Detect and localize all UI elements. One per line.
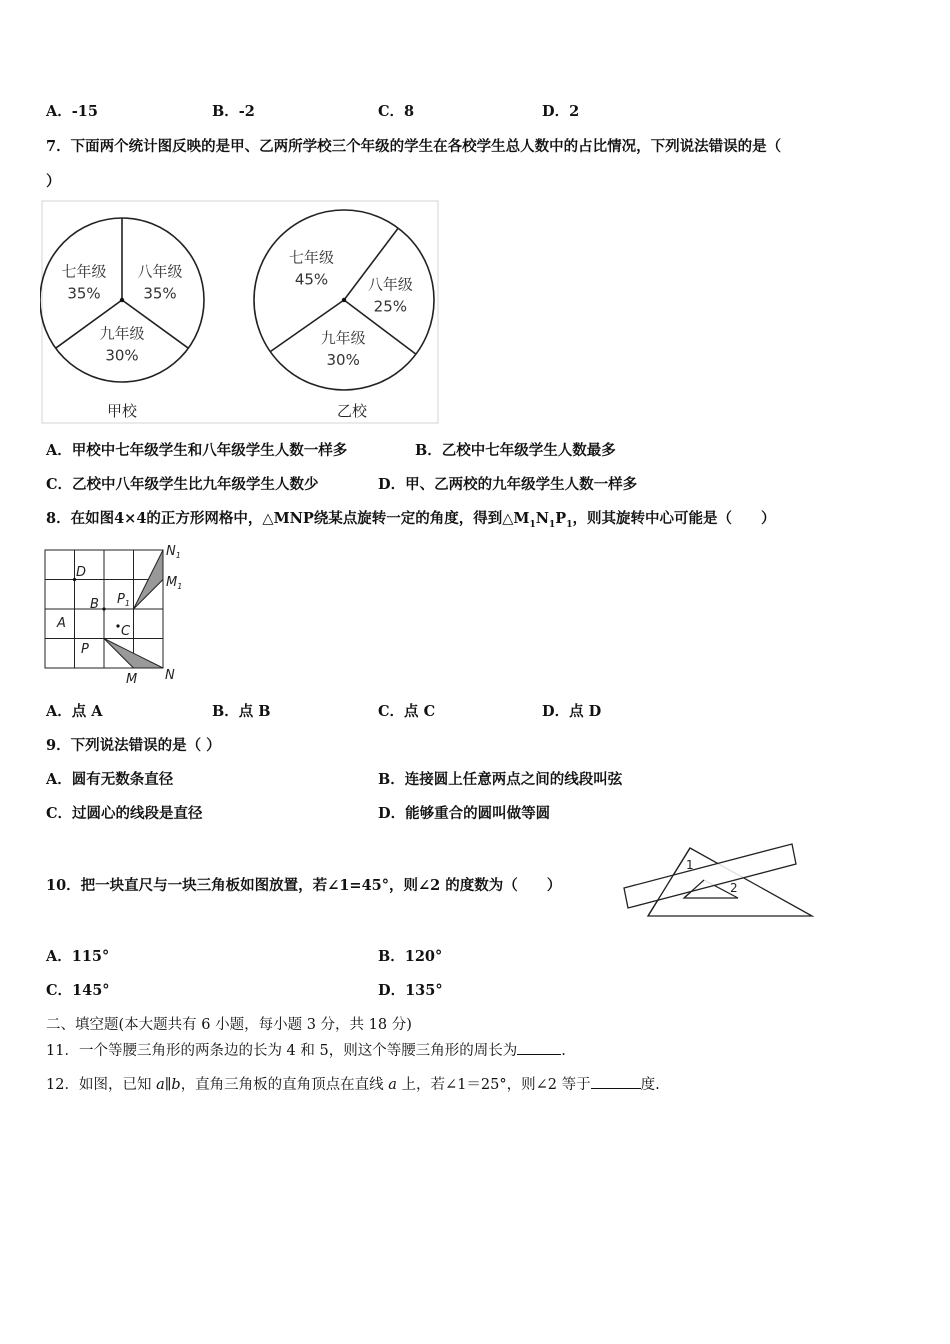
pie-slice-label: 七年级: [288, 248, 334, 267]
pie-slice-label: 八年级: [137, 262, 183, 281]
label-a: A: [57, 616, 66, 631]
pie-slice-label: 八年级: [367, 275, 413, 294]
label-p: P: [81, 642, 89, 657]
q10-option-b: B．120°: [378, 948, 443, 965]
label-m: M: [126, 672, 138, 687]
q6-option-a: A．-15: [46, 103, 98, 120]
q8-option-c: C．点 C: [378, 703, 436, 720]
angle-2-label: 2: [730, 881, 738, 895]
pie-slice-value: 35%: [143, 284, 177, 303]
pie-title-yi: 乙校: [336, 402, 368, 420]
q6-option-b: B．-2: [212, 103, 255, 120]
label-n: N: [165, 668, 175, 683]
q10-stem: 10．把一块直尺与一块三角板如图放置，若∠1=45°，则∠2 的度数为（ ）: [46, 877, 562, 894]
q12-stem: 12．如图，已知 a∥b，直角三角板的直角顶点在直线 a 上，若∠1＝25°，则∠2 等于 度.: [46, 1074, 660, 1095]
q9-stem: 9．下列说法错误的是（ ）: [46, 737, 221, 754]
q7-option-c: C．乙校中八年级学生比九年级学生人数少: [46, 476, 319, 493]
q8-grid-figure: [40, 540, 200, 690]
label-p1: $P_1$: [117, 592, 130, 608]
pie-center: [120, 298, 124, 302]
q9-option-b: B．连接圆上任意两点之间的线段叫弦: [378, 771, 623, 788]
q8-stem: 8．在如图4×4的正方形网格中，△MNP绕某点旋转一定的角度，得到$\triangle M_1N_1P_1$，则其旋转中心可能是（ ）: [46, 510, 776, 530]
q6-option-c: C．8: [378, 103, 415, 120]
q8-option-d: D．点 D: [542, 703, 602, 720]
pie-slice-value: 25%: [373, 297, 408, 316]
label-n1: $N_1$: [166, 544, 181, 560]
pie-slice-value: 30%: [326, 350, 360, 369]
pie-slice-value: 30%: [105, 346, 139, 365]
q10-option-d: D．135°: [378, 982, 443, 999]
label-b: B: [90, 597, 99, 612]
pie-slice-value: 35%: [67, 284, 101, 303]
q10-ruler-triangle-figure: [620, 836, 820, 926]
pie-slice-label: 九年级: [320, 328, 366, 347]
point-c: [116, 624, 119, 627]
label-m1: $M_1$: [166, 575, 183, 591]
q6-option-d: D．2: [542, 103, 580, 120]
q10-option-a: A．115°: [46, 948, 110, 965]
q8-option-b: B．点 B: [212, 703, 271, 720]
q11-answer-blank[interactable]: [517, 1040, 561, 1055]
label-c: C: [121, 624, 131, 639]
pie-slice-label: 九年级: [99, 324, 145, 343]
pie-center: [342, 298, 346, 302]
q10-option-c: C．145°: [46, 982, 110, 999]
q8-option-a: A．点 A: [46, 703, 103, 720]
q7-stem: 7．下面两个统计图反映的是甲、乙两所学校三个年级的学生在各校学生总人数中的占比情况，下列说法错误的是（: [46, 138, 782, 155]
q7-option-a: A．甲校中七年级学生和八年级学生人数一样多: [46, 442, 348, 459]
q11-stem: 11．一个等腰三角形的两条边的长为 4 和 5，则这个等腰三角形的周长为 .: [46, 1040, 566, 1061]
point-b: [102, 607, 105, 610]
q9-option-c: C．过圆心的线段是直径: [46, 805, 203, 822]
angle-1-label: 1: [686, 858, 694, 872]
q7-pie-charts: [40, 200, 440, 425]
q7-option-d: D．甲、乙两校的九年级学生人数一样多: [378, 476, 638, 493]
q7-option-b: B．乙校中七年级学生人数最多: [415, 442, 616, 459]
q9-option-a: A．圆有无数条直径: [46, 771, 174, 788]
pie-slice-label: 七年级: [61, 262, 107, 281]
pie-title-jia: 甲校: [106, 402, 138, 420]
q9-option-d: D．能够重合的圆叫做等圆: [378, 805, 551, 822]
pie-slice-value: 45%: [294, 270, 329, 289]
q12-answer-blank[interactable]: [591, 1074, 641, 1089]
q7-stem-close: ）: [46, 173, 61, 190]
label-d: D: [76, 565, 87, 580]
section-heading: 二、填空题(本大题共有 6 小题，每小题 3 分，共 18 分): [46, 1017, 412, 1033]
